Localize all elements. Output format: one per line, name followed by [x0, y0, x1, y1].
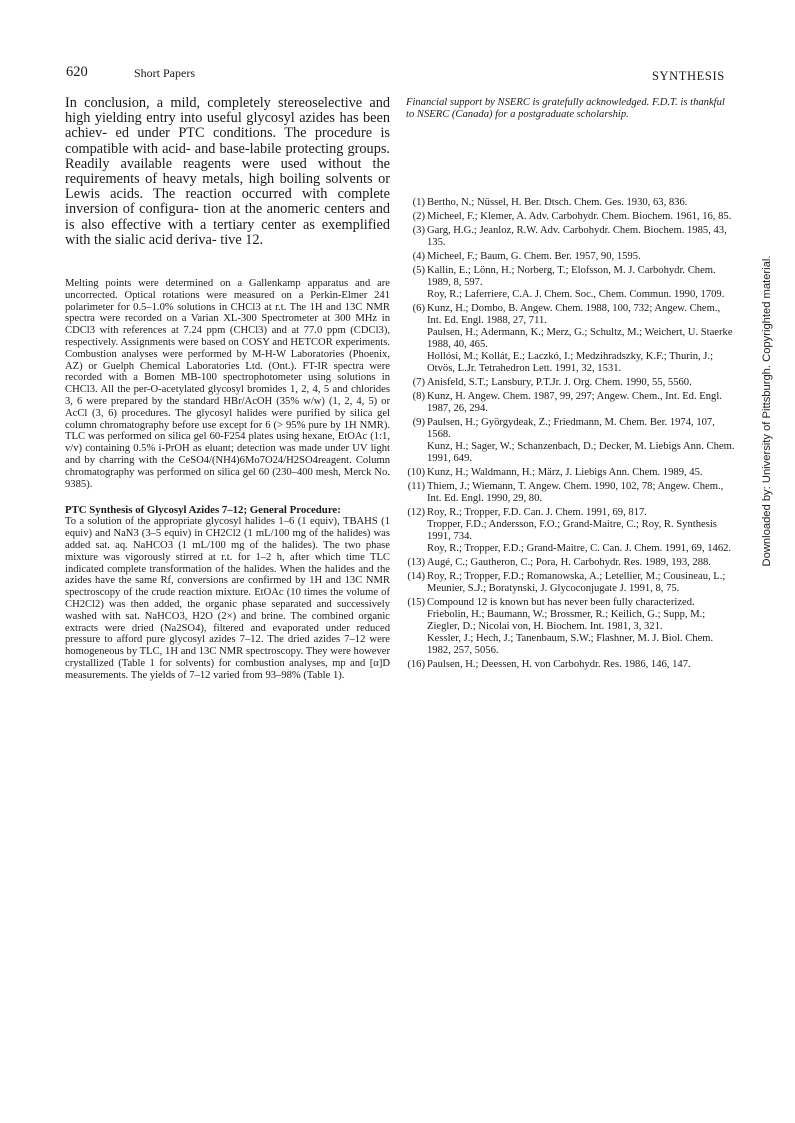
reference-item	[406, 467, 735, 479]
reference-entry: Augé, C.; Gautheron, C.; Pora, H. Carbohydr. Res. 1989, 193, 288.	[427, 557, 711, 568]
experimental-paragraph: Melting points were determined on a Gallenkamp apparatus and are uncorrected. Optical rotations were measured on a Perkin-Elmer 241 polarimeter for 0.5–1.0% solutions in CHCl3 at r.t. The 1H and 13C NMR spectra were recorded on a Varian XL-300 Spectrometer at 300 MHz in CDCl3 with references at 7.24 ppm (CHCl3) and at 77.0 ppm (CDCl3), respectively. Assignments were based on COSY and HETCOR experiments. Combustion analyses were performed by M-H-W Laboratories (Phoenix, AZ) or Guelph Chemical Laboratories Ltd. (Ont.). FT-IR spectra were recorded with a Bomen MB-100 spectrophotometer using solutions in CHCl3. All the per-O-acetylated glycosyl bromides 1, 2, 4, 5 and chlorides 3, 6 were prepared by the standard HBr/AcOH (35% w/w) (1, 2, 4, 5) or AcCl (3, 6) procedures. The glycosyl halides were purified by silica gel column chromatography before use except for 6 (> 95% pure by 1H NMR). TLC was performed on silica gel 60-F254 plates using hexane, EtOAc (1:1, v/v) containing 0.5% i-PrOH as eluant; detection was made under UV light and by charring with the CeSO4/(NH4)6Mo7O24/H2SO4reagent. Column chromatography was performed on silica gel 60 (230–400 mesh, Merck No. 9385).	[65, 278, 390, 490]
download-watermark	[757, 150, 777, 675]
reference-number: (6)	[412, 303, 425, 314]
reference-number: (1)	[412, 197, 425, 208]
reference-number: (11)	[407, 481, 425, 492]
reference-item	[406, 265, 735, 301]
reference-entry: Hollósi, M.; Kollát, E.; Laczkó, I.; Medzihradszky, K.F.; Thurin, J.; Otvös, L.Jr. Tetrahedron Lett. 1991, 32, 1531.	[427, 351, 714, 374]
reference-entry: Roy, R.; Laferriere, C.A. J. Chem. Soc., Chem. Commun. 1990, 1709.	[427, 289, 725, 300]
reference-entry: Anisfeld, S.T.; Lansbury, P.T.Jr. J. Org. Chem. 1990, 55, 5560.	[427, 377, 692, 388]
reference-item	[406, 557, 735, 569]
reference-entry: Micheel, F.; Klemer, A. Adv. Carbohydr. Chem. Biochem. 1961, 16, 85.	[427, 211, 732, 222]
reference-entry: Thiem, J.; Wiemann, T. Angew. Chem. 1990, 102, 78; Angew. Chem., Int. Ed. Engl. 1990, 29, 80.	[427, 481, 724, 504]
reference-item	[406, 303, 735, 375]
reference-entry: Tropper, F.D.; Andersson, F.O.; Grand-Maitre, C.; Roy, R. Synthesis 1991, 734.	[427, 519, 717, 542]
reference-item	[406, 659, 735, 671]
acknowledgement: Financial support by NSERC is gratefully acknowledged. F.D.T. is thankful to NSERC (Canada) for a postgraduate scholarship.	[406, 97, 725, 120]
reference-entry: Friebolin, H.; Baumann, W.; Brossmer, R.; Keilich, G.; Supp, M.; Ziegler, D.; Nicolai von, H. Biochem. Int. 1981, 3, 321.	[427, 609, 706, 632]
watermark-text: Downloaded by: University of Pittsburgh. Copyrighted material.	[761, 255, 773, 567]
reference-entry: Kallin, E.; Lönn, H.; Norberg, T.; Elofsson, M. J. Carbohydr. Chem. 1989, 8, 597.	[427, 265, 716, 288]
reference-number: (4)	[412, 251, 425, 262]
reference-number: (16)	[407, 659, 425, 670]
reference-item	[406, 481, 735, 505]
reference-item	[406, 507, 735, 555]
reference-entry: Micheel, F.; Baum, G. Chem. Ber. 1957, 90, 1595.	[427, 251, 641, 262]
reference-entry: Paulsen, H.; Adermann, K.; Merz, G.; Schultz, M.; Weichert, U. Staerke 1988, 40, 465.	[427, 327, 733, 350]
reference-entry: Bertho, N.; Nüssel, H. Ber. Dtsch. Chem. Ges. 1930, 63, 836.	[427, 197, 688, 208]
reference-item	[406, 571, 735, 595]
reference-item	[406, 197, 735, 209]
procedure-heading: PTC Synthesis of Glycosyl Azides 7–12; General Procedure:	[65, 504, 341, 517]
reference-entry: Kunz, H. Angew. Chem. 1987, 99, 297; Angew. Chem., Int. Ed. Engl. 1987, 26, 294.	[427, 391, 722, 414]
reference-entry: Compound 12 is known but has never been fully characterized.	[427, 597, 695, 608]
reference-entry: Roy, R.; Tropper, F.D.; Romanowska, A.; Letellier, M.; Cousineau, L.; Meunier, S.J.; Boratynski, J. Glycoconjugate J. 1991, 8, 75.	[427, 571, 726, 594]
reference-list	[406, 197, 735, 671]
reference-item	[406, 225, 735, 249]
reference-entry: Kessler, J.; Hech, J.; Tanenbaum, S.W.; Flashner, M. J. Biol. Chem. 1982, 257, 5056.	[427, 633, 714, 656]
reference-item	[406, 377, 735, 389]
reference-number: (2)	[412, 211, 425, 222]
reference-item	[406, 391, 735, 415]
left-column	[65, 96, 390, 682]
reference-number: (7)	[412, 377, 425, 388]
reference-entry: Garg, H.G.; Jeanloz, R.W. Adv. Carbohydr. Chem. Biochem. 1985, 43, 135.	[427, 225, 727, 248]
reference-entry: Paulsen, H.; Deessen, H. von Carbohydr. Res. 1986, 146, 147.	[427, 659, 691, 670]
page-number: 620	[66, 64, 88, 80]
reference-number: (9)	[412, 417, 425, 428]
reference-number: (8)	[412, 391, 425, 402]
reference-item	[406, 597, 735, 657]
reference-item	[406, 211, 735, 223]
procedure-paragraph: To a solution of the appropriate glycosyl halides 1–6 (1 equiv), TBAHS (1 equiv) and NaN3 (3–5 equiv) in CH2Cl2 (1 mL/100 mg of the halides) was added sat. aq. NaHCO3 (1 mL/100 mg of the halides). The two phase mixture was vigorously stirred at r.t. for 1–2 h, after which time TLC indicated complete transformation of the halides. When the halides and the azides have the same Rf, conversions are confirmed by 1H and 13C NMR spectroscopy of the crude reaction mixture. EtOAc (10 times the volume of CH2Cl2) was then added, the organic phase separated and successively washed with sat. NaHCO3, H2O (2×) and brine. The combined organic extracts were dried (Na2SO4), filtered and evaporated under reduced pressure to afford pure glycosyl azides 7–12. The dried azides 7–12 were homogeneous by TLC, 1H and 13C NMR spectroscopy. They were however crystallized (Table 1 for solvents) for combustion analyses, mp and [α]D measurements. The yields of 7–12 varied from 93–98% (Table 1).	[65, 516, 390, 681]
reference-number: (14)	[407, 571, 425, 582]
reference-entry: Roy, R.; Tropper, F.D.; Grand-Maitre, C. Can. J. Chem. 1991, 69, 1462.	[427, 543, 732, 554]
reference-number: (5)	[412, 265, 425, 276]
reference-entry: Kunz, H.; Waldmann, H.; März, J. Liebigs Ann. Chem. 1989, 45.	[427, 467, 703, 478]
reference-entry: Paulsen, H.; Györgydeak, Z.; Friedmann, M. Chem. Ber. 1974, 107, 1568.	[427, 417, 715, 440]
reference-entry: Roy, R.; Tropper, F.D. Can. J. Chem. 1991, 69, 817.	[427, 507, 647, 518]
journal-name: SYNTHESIS	[652, 69, 725, 83]
reference-number: (3)	[412, 225, 425, 236]
reference-entry: Kunz, H.; Sager, W.; Schanzenbach, D.; Decker, M. Liebigs Ann. Chem. 1991, 649.	[427, 441, 735, 464]
section-label: Short Papers	[134, 66, 195, 80]
reference-number: (15)	[407, 597, 425, 608]
reference-number: (10)	[407, 467, 425, 478]
reference-item	[406, 251, 735, 263]
reference-number: (12)	[407, 507, 425, 518]
reference-item	[406, 417, 735, 465]
right-column	[406, 97, 735, 673]
conclusion-paragraph: In conclusion, a mild, completely stereoselective and high yielding entry into useful glycosyl azides has been achiev- ed under PTC conditions. The procedure is compatible with acid- and base-labile protecting groups. Readily available reagents were used without the requirements of heavy metals, high boiling solvents or Lewis acids. The reaction occurred with complete inversion of configura- tion at the anomeric centers and is also effective with a tertiary center as exemplified with the sialic acid deriva- tive 12.	[65, 95, 390, 248]
reference-entry: Kunz, H.; Dombo, B. Angew. Chem. 1988, 100, 732; Angew. Chem., Int. Ed. Engl. 1988, 27, 711.	[427, 303, 721, 326]
reference-number: (13)	[407, 557, 425, 568]
